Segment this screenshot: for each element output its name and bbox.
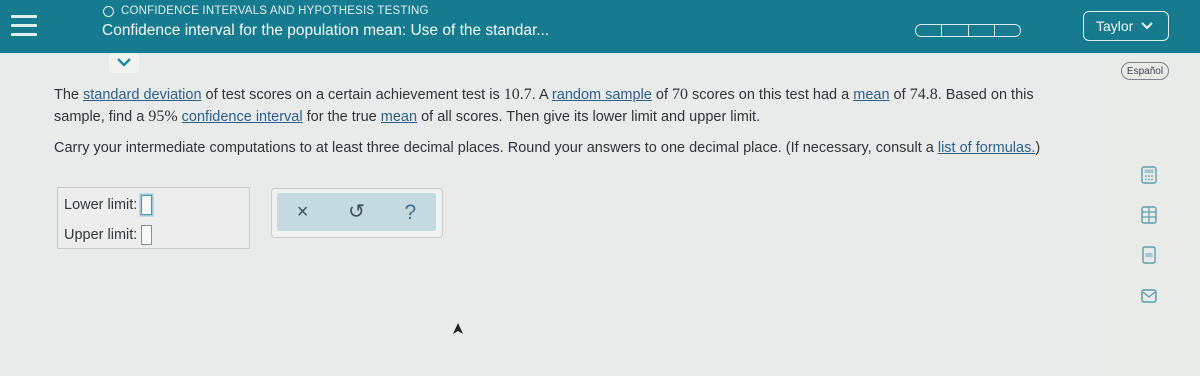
problem-text: scores on this test had a <box>688 87 854 103</box>
problem-text: ) <box>1035 140 1041 156</box>
calculator-icon[interactable] <box>1140 166 1158 184</box>
problem-value: 10.7 <box>503 86 532 103</box>
lower-limit-row <box>64 195 152 215</box>
progress-segment <box>969 25 995 36</box>
glossary-link[interactable]: standard deviation <box>83 87 202 103</box>
problem-statement <box>54 84 1084 169</box>
page-title: Confidence interval for the population mean: Use of the standar... <box>102 22 550 39</box>
chevron-down-icon <box>117 58 131 67</box>
glossary-link[interactable]: mean <box>853 87 890 103</box>
problem-text: of <box>889 87 910 103</box>
menu-icon[interactable] <box>11 9 37 43</box>
chevron-down-icon <box>1141 22 1153 30</box>
top-bar <box>0 0 1200 53</box>
help-button[interactable]: ? <box>404 200 417 224</box>
clear-button[interactable]: × <box>296 201 309 223</box>
mail-icon[interactable] <box>1140 287 1158 305</box>
user-name: Taylor <box>1096 18 1134 34</box>
problem-value: 70 <box>672 86 689 103</box>
problem-text: of test scores on a certain achievement test is <box>201 87 504 103</box>
glossary-link[interactable]: list of formulas. <box>937 140 1036 156</box>
progress-segment <box>916 25 942 36</box>
collapse-header-button[interactable] <box>109 53 139 73</box>
data-table-icon[interactable] <box>1140 206 1158 224</box>
breadcrumb: CONFIDENCE INTERVALS AND HYPOTHESIS TESTING <box>121 5 429 17</box>
problem-text: for the true <box>302 109 381 125</box>
progress-bar <box>915 24 1021 37</box>
dictionary-icon[interactable] <box>1140 246 1158 264</box>
upper-limit-label: Upper limit: <box>64 227 138 243</box>
lower-limit-input[interactable] <box>141 195 152 215</box>
toolbar-buttons <box>277 193 436 231</box>
lower-limit-label: Lower limit: <box>64 197 138 213</box>
problem-text: Carry your intermediate computations to at least three decimal places. Round your answers to one decimal place. (If necessary, consult a <box>54 140 938 156</box>
problem-text: of <box>651 87 673 103</box>
progress-segment <box>942 25 968 36</box>
answer-box <box>57 187 250 249</box>
problem-text: The <box>54 87 84 103</box>
problem-text: . Based on this sample, find a <box>54 87 1034 125</box>
problem-value: 74.8 <box>909 86 938 103</box>
language-toggle-button[interactable]: Español <box>1121 62 1169 80</box>
problem-paragraph <box>54 84 1084 128</box>
user-menu-button[interactable] <box>1083 11 1169 41</box>
mouse-cursor-icon <box>452 322 464 336</box>
answer-toolbar <box>271 188 443 238</box>
upper-limit-input[interactable] <box>141 225 152 245</box>
glossary-link[interactable]: mean <box>380 109 418 125</box>
topic-status-icon <box>103 6 114 17</box>
glossary-link[interactable]: random sample <box>551 87 652 103</box>
problem-value: 95% <box>148 108 178 125</box>
problem-text: of all scores. Then give its lower limit and upper limit. <box>417 109 761 125</box>
instructions-paragraph <box>54 138 1084 159</box>
progress-segment <box>995 25 1020 36</box>
glossary-link[interactable]: confidence interval <box>181 109 303 125</box>
problem-text: . A <box>531 87 552 103</box>
upper-limit-row <box>64 225 152 245</box>
undo-button[interactable]: ↺ <box>348 201 365 223</box>
